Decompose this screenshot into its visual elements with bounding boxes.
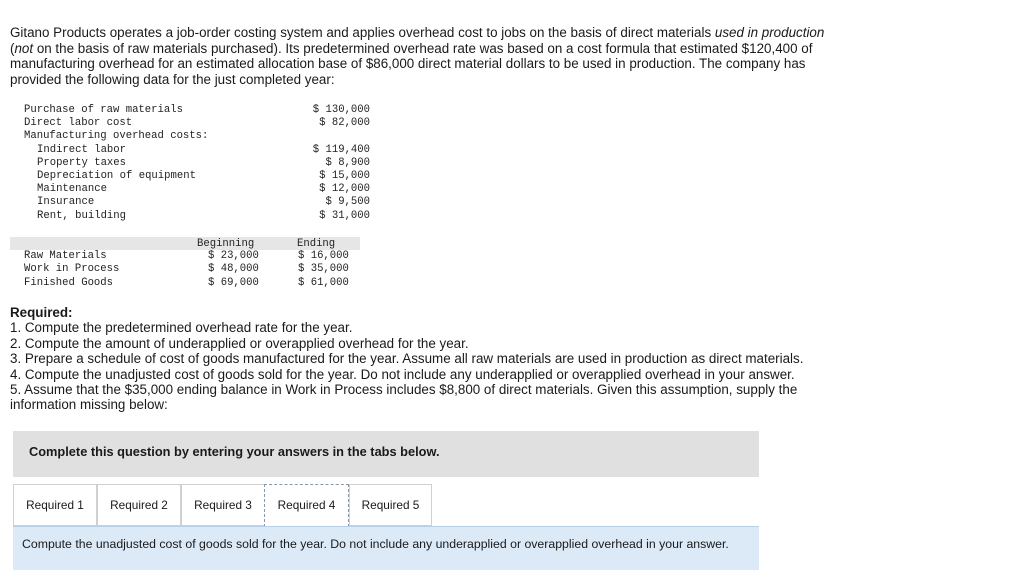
inventory-row xyxy=(10,277,370,290)
cost-data-table xyxy=(24,104,374,223)
cost-label: Purchase of raw materials xyxy=(24,104,183,116)
cost-label: Direct labor cost xyxy=(24,117,133,130)
cost-row xyxy=(24,170,374,183)
cost-row xyxy=(24,210,374,223)
beginning-header: Beginning xyxy=(197,238,255,250)
intro-text-3: on the basis of raw materials purchased). Its predetermined overhead rate was based on a cost formula that estimated $120,400 of manufacturing overhead for an estimated allocation base of $86,000 direct material dollars to be used in production. The company has provided the following data for the just completed year: xyxy=(10,40,813,87)
inventory-row xyxy=(10,250,370,263)
cost-label: Manufacturing overhead costs: xyxy=(24,130,209,143)
cost-amount: $ 82,000 xyxy=(319,117,370,130)
cost-label: Property taxes xyxy=(37,156,127,169)
cost-row xyxy=(24,117,374,130)
inventory-ending: $ 35,000 xyxy=(298,263,349,276)
required-section xyxy=(10,305,840,413)
cost-row xyxy=(24,104,374,117)
inventory-beginning: $ 48,000 xyxy=(208,263,259,276)
required-title: Required: xyxy=(10,305,73,320)
question-text: Compute the unadjusted cost of goods sold for the year. Do not include any underapplied or overapplied overhead in your answer. xyxy=(22,537,729,551)
inventory-beginning: $ 23,000 xyxy=(208,250,259,262)
question-bar xyxy=(13,526,759,570)
cost-row xyxy=(24,130,374,143)
required-item: 5. Assume that the $35,000 ending balance in Work in Process includes $8,800 of direct materials. Given this assumption, supply the information missing below: xyxy=(10,382,798,413)
cost-amount: $ 8,900 xyxy=(325,156,370,169)
cost-amount: $ 9,500 xyxy=(325,196,370,209)
cost-amount: $ 130,000 xyxy=(312,104,370,116)
required-item: 3. Prepare a schedule of cost of goods manufactured for the year. Assume all raw materials are used in production as direct materials. xyxy=(10,351,804,367)
cost-amount: $ 15,000 xyxy=(319,169,370,182)
cost-row xyxy=(24,157,374,170)
inventory-header-row xyxy=(10,237,370,250)
instructions-text: Complete this question by entering your answers in the tabs below. xyxy=(29,444,440,459)
cost-label: Indirect labor xyxy=(37,143,127,156)
problem-intro xyxy=(10,25,840,87)
intro-emphasis-2: not xyxy=(14,40,34,56)
inventory-label: Work in Process xyxy=(24,263,120,276)
cost-label: Maintenance xyxy=(37,183,107,196)
cost-amount: $ 119,400 xyxy=(312,143,370,156)
instructions-panel xyxy=(13,431,759,477)
cost-label: Rent, building xyxy=(37,209,127,222)
cost-row xyxy=(24,144,374,157)
intro-text-2: ( xyxy=(10,40,15,56)
tab-required-1[interactable]: Required 1 xyxy=(13,484,97,526)
cost-row xyxy=(24,183,374,196)
cost-label: Insurance xyxy=(37,196,95,209)
cost-amount: $ 31,000 xyxy=(319,209,370,222)
required-item: 1. Compute the predetermined overhead rate for the year. xyxy=(10,320,353,336)
tab-required-3[interactable]: Required 3 xyxy=(181,484,265,526)
ending-header: Ending xyxy=(297,238,336,250)
cost-amount: $ 12,000 xyxy=(319,183,370,196)
inventory-label: Raw Materials xyxy=(24,250,107,262)
cost-label: Depreciation of equipment xyxy=(37,169,196,182)
inventory-row xyxy=(10,263,370,276)
inventory-label: Finished Goods xyxy=(24,276,114,289)
required-item: 4. Compute the unadjusted cost of goods sold for the year. Do not include any underapplied or overapplied overhead in your answer. xyxy=(10,366,795,382)
inventory-table xyxy=(10,237,370,290)
tab-required-4[interactable]: Required 4 xyxy=(264,484,349,527)
tab-required-2[interactable]: Required 2 xyxy=(97,484,181,526)
intro-emphasis-1: used in production xyxy=(714,25,825,40)
inventory-ending: $ 61,000 xyxy=(298,276,349,289)
cost-row xyxy=(24,196,374,209)
inventory-beginning: $ 69,000 xyxy=(208,276,259,289)
inventory-ending: $ 16,000 xyxy=(298,250,349,262)
tab-required-5[interactable]: Required 5 xyxy=(349,484,432,526)
intro-text-1: Gitano Products operates a job-order costing system and applies overhead cost to jobs on the basis of direct materials xyxy=(10,25,715,40)
required-item: 2. Compute the amount of underapplied or overapplied overhead for the year. xyxy=(10,335,469,351)
